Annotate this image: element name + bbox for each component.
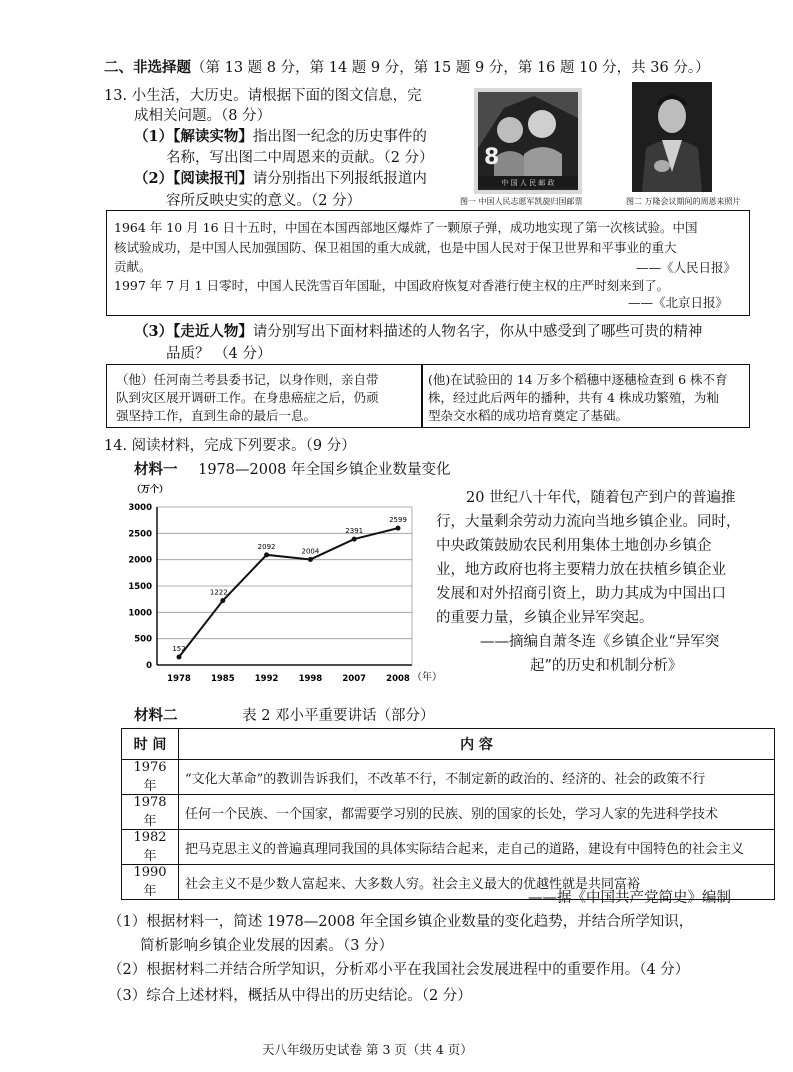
- table-row: [122, 760, 775, 795]
- table-cell-content: 社会主义不是少数人富起来、大多数人穷。社会主义最大的优越性就是共同富裕: [179, 865, 775, 900]
- news-1-source: ——《人民日报》: [636, 260, 737, 275]
- news-1-line-1: 1964 年 10 月 16 日十五时，中国在本国西部地区爆炸了一颗原子弹，成功地实现了第一次核试验。中国: [114, 220, 698, 235]
- chart-x-tick-label: 1998: [298, 674, 323, 684]
- chart-y-tick-label: 1000: [128, 608, 152, 619]
- m1-text-6: 的重要力量，乡镇企业异军突起。: [436, 610, 654, 626]
- figure1-stamp-image: [474, 88, 582, 194]
- table-header-content: 内 容: [179, 729, 775, 760]
- news-2-line-1: 1997 年 7 月 1 日零时，中国人民洗雪百年国耻，中国政府恢复对香港行使主权的庄严时刻来到了。: [114, 278, 670, 293]
- zhou-enlai-photo: [632, 82, 712, 192]
- q14-part1-line-2: 简析影响乡镇企业发展的因素。（3 分）: [140, 938, 394, 954]
- table-row: [122, 830, 775, 865]
- chart-data-label: 152: [172, 644, 186, 653]
- stamp-text: 中 国 人 民 邮 政: [501, 179, 555, 187]
- m1-text-2: 行，大量剩余劳动力流向当地乡镇企业。同时，: [436, 514, 741, 530]
- material-2-heading: [134, 704, 435, 725]
- chart-x-tick-label: 2007: [342, 674, 367, 684]
- q13-part2-tag: （2）【阅读报刊】: [134, 170, 253, 187]
- material-1-title: 1978—2008 年全国乡镇企业数量变化: [198, 462, 451, 478]
- township-enterprise-chart: [112, 478, 442, 686]
- material-1-label: 材料一: [134, 461, 178, 478]
- chart-y-tick-label: 500: [134, 634, 152, 645]
- chart-data-point: [264, 552, 269, 557]
- chart-y-tick-label: 1500: [128, 582, 152, 592]
- chart-y-tick-label: 3000: [128, 503, 152, 513]
- q14-stem: 14. 阅读材料，完成下列要求。（9 分）: [104, 438, 356, 454]
- figure2-photo-image: [632, 82, 712, 192]
- chart-data-label: 2391: [345, 527, 364, 536]
- chart-xlabel: （年）: [412, 672, 442, 683]
- q13-part1-tag: （1）【解读实物】: [134, 128, 253, 145]
- q13-part3-text: 请分别写出下面材料描述的人物名字，你从中感受到了哪些可贵的精神: [252, 324, 703, 340]
- person-a-line-1: （他）任河南兰考县委书记，以身作则，亲自带: [116, 372, 379, 387]
- q14-part2: （2）根据材料二并结合所学知识，分析邓小平在我国社会发展进程中的重要作用。（4 分）: [108, 962, 690, 978]
- chart-data-label: 2004: [301, 547, 320, 556]
- chart-x-tick-label: 1985: [210, 674, 235, 684]
- material-2-label: 材料二: [134, 707, 178, 724]
- q14-part1-line-1: （1）根据材料一，简述 1978—2008 年全国乡镇企业数量的变化趋势，并结合所学知识，: [108, 914, 694, 930]
- table-cell-content: 任何一个民族、一个国家，都需要学习别的民族、别的国家的长处，学习人家的先进科学技术: [179, 795, 775, 830]
- chart-y-tick-label: 2000: [128, 555, 152, 566]
- q13-part2-text: 请分别指出下列报纸报道内: [252, 171, 427, 187]
- table-cell-year: 1978 年: [122, 795, 179, 830]
- chart-data-point: [396, 526, 401, 531]
- person-b-line-3: 型杂交水稻的成功培育奠定了基础。: [428, 408, 629, 423]
- table-cell-year: 1982 年: [122, 830, 179, 865]
- figure1-caption: 图一 中国人民志愿军凯旋归国邮票: [460, 197, 583, 206]
- person-b-line-1: (他)在试验田的 14 万多个稻穗中逐穗检查到 6 株不育: [428, 372, 728, 387]
- person-a-line-3: 强坚持工作，直到生命的最后一息。: [116, 408, 317, 423]
- news-2-source: ——《北京日报》: [628, 295, 729, 310]
- svg-text:8: 8: [484, 145, 500, 170]
- stamp-illustration: [474, 88, 582, 194]
- m1-source-2: 起”的历史和机制分析》: [530, 658, 683, 674]
- table-row: [122, 795, 775, 830]
- section-title: 二、非选择题: [104, 59, 191, 76]
- chart-data-label: 2092: [257, 542, 276, 551]
- material-1-heading: [134, 458, 451, 479]
- chart-y-tick-label: 0: [146, 661, 152, 671]
- q13-part1-text-2: 名称，写出图二中周恩来的贡献。（2 分）: [166, 150, 434, 166]
- table-header-row: [122, 729, 775, 760]
- q13-stem-1: 13. 小生活，大历史。请根据下面的图文信息，完: [104, 88, 422, 104]
- table-cell-year: 1990 年: [122, 865, 179, 900]
- q13-part3-tag: （3）【走近人物】: [134, 323, 253, 340]
- m1-text-5: 发展和对外招商引资上，助力其成为中国出口: [436, 586, 726, 602]
- material-2-source: ——据《中国共产党简史》编制: [528, 890, 731, 906]
- chart-x-tick-label: 1978: [167, 674, 191, 684]
- chart-data-label: 1222: [209, 588, 228, 597]
- table-cell-year: 1976 年: [122, 760, 179, 795]
- person-a-line-2: 队到灾区展开调研工作。在身患癌症之后，仍顽: [116, 390, 379, 405]
- chart-data-point: [220, 598, 225, 603]
- q13-part2-text-2: 容所反映史实的意义。（2 分）: [166, 193, 362, 209]
- m1-text-3: 中央政策鼓励农民利用集体土地创办乡镇企: [436, 538, 712, 554]
- figure2-caption: 图二 万隆会议期间的周恩来照片: [626, 197, 741, 206]
- material-2-title: 表 2 邓小平重要讲话（部分）: [242, 708, 435, 724]
- chart-y-tick-label: 2500: [128, 529, 152, 540]
- chart-data-point: [308, 557, 313, 562]
- q13-part1-text: 指出图一纪念的历史事件的: [252, 129, 427, 145]
- m1-source-1: ——摘编自萧冬连《乡镇企业“异军突: [480, 634, 720, 650]
- chart-ylabel: （万个）: [132, 485, 169, 495]
- table-cell-content: “文化大革命”的教训告诉我们，不改革不行，不制定新的政治的、经济的、社会的政策不行: [179, 760, 775, 795]
- section-note: （第 13 题 8 分，第 14 题 9 分，第 15 题 9 分，第 16 题 10 分，共 36 分。）: [191, 60, 710, 76]
- q13-stem-2: 成相关问题。（8 分）: [134, 108, 272, 124]
- table-header-time: 时 间: [122, 729, 179, 760]
- news-1-line-3: 贡献。: [114, 259, 152, 274]
- q13-part2: [134, 167, 427, 188]
- section-header: [104, 56, 710, 77]
- q13-part3-text-2: 品质？ （4 分）: [166, 346, 272, 362]
- m1-text-1: 20 世纪八十年代，随着包产到户的普遍推: [466, 490, 736, 506]
- news-1-line-2: 核试验成功，是中国人民加强国防、保卫祖国的重大成就，也是中国人民对于保卫世界和平事业的重大: [114, 240, 677, 255]
- chart-x-tick-label: 2008: [386, 674, 410, 684]
- chart-data-point: [177, 654, 182, 659]
- page-footer: 天八年级历史试卷 第 3 页（共 4 页）: [262, 1042, 473, 1057]
- chart-x-tick-label: 1992: [254, 674, 279, 684]
- person-b-line-2: 株，经过此后两年的播种，共有 4 株成功繁殖，为籼: [428, 390, 719, 405]
- m1-text-4: 业，地方政府也将主要精力放在扶植乡镇企业: [436, 562, 726, 578]
- deng-speech-table: [121, 728, 775, 900]
- table-cell-content: 把马克思主义的普遍真理同我国的具体实际结合起来，走自己的道路，建设有中国特色的社会主义: [179, 830, 775, 865]
- q13-part3: [134, 320, 702, 341]
- q13-part1: [134, 125, 427, 146]
- chart-data-label: 2599: [389, 516, 407, 525]
- chart-data-point: [352, 537, 357, 542]
- q14-part3: （3）综合上述材料，概括从中得出的历史结论。（2 分）: [108, 988, 472, 1004]
